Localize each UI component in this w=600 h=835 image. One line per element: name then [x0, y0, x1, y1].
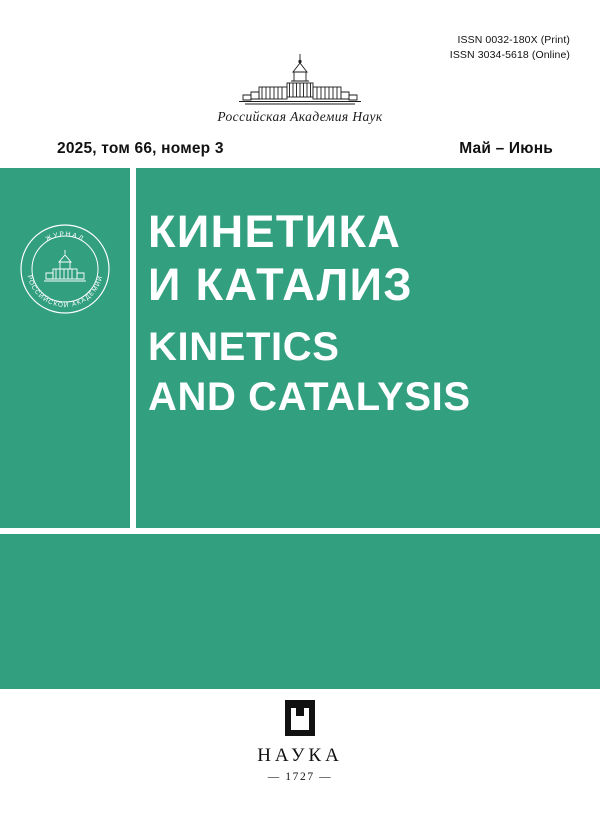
issn-print: ISSN 0032-180X (Print): [457, 34, 570, 46]
academy-building-icon: [205, 52, 395, 108]
title-russian: [148, 205, 578, 311]
title-russian-line-1: КИНЕТИКА: [148, 206, 402, 257]
title-english: [148, 322, 578, 422]
band-horizontal-divider: [0, 528, 600, 534]
title-english-line-1: KINETICS: [148, 325, 340, 369]
issn-block: [450, 33, 570, 63]
publisher-year: — 1727 —: [267, 771, 333, 783]
issn-online: ISSN 3034-5618 (Online): [449, 49, 570, 61]
emblem-caption: Российская Академия Наук: [217, 109, 383, 124]
issue-line: 2025, том 66, номер 3: [57, 140, 224, 157]
journal-seal: [18, 222, 112, 316]
svg-text:ЖУРНАЛ: ЖУРНАЛ: [44, 230, 86, 244]
band-vertical-divider: [130, 168, 136, 528]
months-line: Май – Июнь: [459, 140, 553, 157]
academy-emblem: [205, 52, 395, 125]
publisher-block: [210, 700, 390, 783]
title-russian-line-2: И КАТАЛИЗ: [148, 259, 413, 310]
title-english-line-2: AND CATALYSIS: [148, 375, 471, 419]
nauka-logo-icon: [285, 700, 315, 736]
svg-text:РОССИЙСКОЙ АКАДЕМИИ: РОССИЙСКОЙ АКАДЕМИИ: [25, 274, 105, 310]
publisher-name: НАУКА: [257, 745, 343, 766]
